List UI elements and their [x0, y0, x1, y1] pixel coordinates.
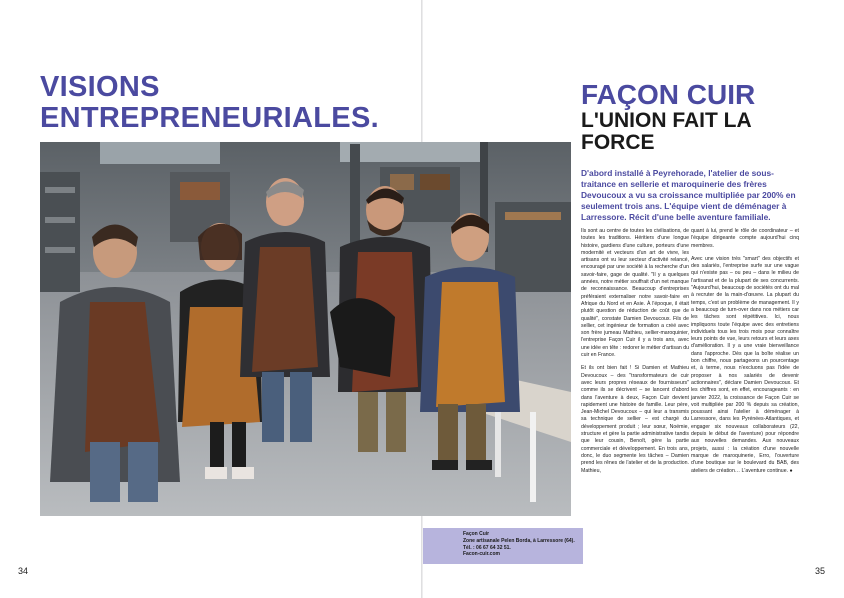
paragraph: Avec une vision très "smart" des objectifs et des salariés, l'entreprise surfe sur une vague qui n'existe pas – ou peu – dans le milieu de l'artisanat et de la plupart de ses concurrents. "Aujourd'hui, beaucoup de sociétés ont du mal à recruter de la main-d'œuvre. La plupart du temps, c'est un problème de management. Il y a beaucoup de turn-over dans nos métiers car les tâches sont répétitives. Ici, nous impliquons toute l'équipe avec des entretiens individuels tous les trois mois pour connaître leurs points de vue, leurs retours et leurs axes d'amélioration. Il y a une vraie bienveillance dans l'approche. Dès que la boîte réalise un bon chiffre, nous partageons un pourcentage et, à terme, nous n'excluons pas l'idée de proposer à nos salariés de devenir actionnaires", déclare Damien Devoucoux. Et les chiffres sont, en effet, encourageants : en janvier 2022, la croissance de Façon Cuir se voit multipliée par 200 % depuis sa création, poussant ainsi l'atelier à déménager à Larressore, dans les Pyrénées-Atlantiques, et engager six nouveaux collaborateurs (22, depuis le début de l'aventure) pour répondre aux nouvelles demandes. Aux nouveaux projets, aussi : la création d'une nouvelle marque de maroquinerie, Erro, l'ouverture d'une boutique sur le boulevard du BAB, des ateliers de création… L'aventure continue. ● — [691, 255, 799, 474]
section-kicker: VISIONS ENTREPRENEURIALES. — [40, 71, 379, 134]
contact-infobox — [423, 528, 583, 564]
paragraph: Et ils ont bien fait ! Si Damien et Mathieu Devoucoux – des "transformateurs de cuir avec leurs propres réseaux de fournisseurs" comme ils se décrivent – se lancent d'abord dans l'aventure à deux, Façon Cuir devient rapidement une histoire de famille. Leur père, Jean-Michel Devoucoux – qui leur a transmis sa technique de sellier – est chargé du développement produit ; leur sœur, Noémie, structure et gère la partie administrative tandis que leur cousin, Benoît, gère la partie commerciale et développement. En trois ans, donc, le duo segmente les tâches – Damien prend les rênes de l'atelier et de la production. Mathieu, — [581, 365, 689, 474]
infobox-company-name: Façon Cuir — [463, 531, 490, 537]
paragraph: quant à lui, prend le rôle de coordinateur – et l'équipe dirigeante compte aujourd'hui cinq membres. — [691, 228, 799, 249]
paragraph: Ils sont au centre de toutes les civilisations, de toutes les traditions. Héritiers d'une longue histoire, gardiens d'une culture, porteurs d'une modernité et vecteurs d'un art de vivre, les artisans ont vu leur secteur d'activité relancé, encouragé par une société à la recherche d'un savoir-faire, gage de qualité. "Il y a quelques années, notre métier souffrait d'un net manque de reconnaissance. Beaucoup d'entreprises préféraient externaliser notre savoir-faire en Afrique du Nord et en Asie. À l'époque, il était plutôt question de réduction de coût que de qualité", constate Damien Devoucoux. Fils de sellier, cet ingénieur de formation a créé avec son frère jumeau Mathieu, sellier-maroquinier, l'entreprise Façon Cuir il y a trois ans, avec une idée en tête : redorer le métier d'artisan du cuir en France. — [581, 228, 689, 359]
article-column-2 — [691, 228, 799, 481]
article-title: FAÇON CUIR — [581, 79, 756, 110]
page-number-right: 35 — [815, 566, 826, 576]
infobox-address: Zone artisanale Pelen Borda, à Larressore (64). — [463, 537, 575, 544]
article-header — [581, 80, 806, 154]
page-number-left: 34 — [18, 566, 29, 576]
infobox-website: Facon-cuir.com — [463, 551, 500, 558]
team-photo — [40, 142, 571, 516]
article-column-1 — [581, 228, 689, 481]
article-subtitle: L'UNION FAIT LA FORCE — [581, 109, 751, 154]
infobox-phone: Tél. : 06 67 64 32 51. — [463, 544, 511, 551]
article-lead: D'abord installé à Peyrehorade, l'atelier de sous-traitance en sellerie et maroquinerie des frères Devoucoux a vu sa croissance multipliée par 200% en seulement trois ans. L'équipe vient de déménager à Larressore. Récit d'une belle aventure familiale. — [581, 168, 796, 222]
